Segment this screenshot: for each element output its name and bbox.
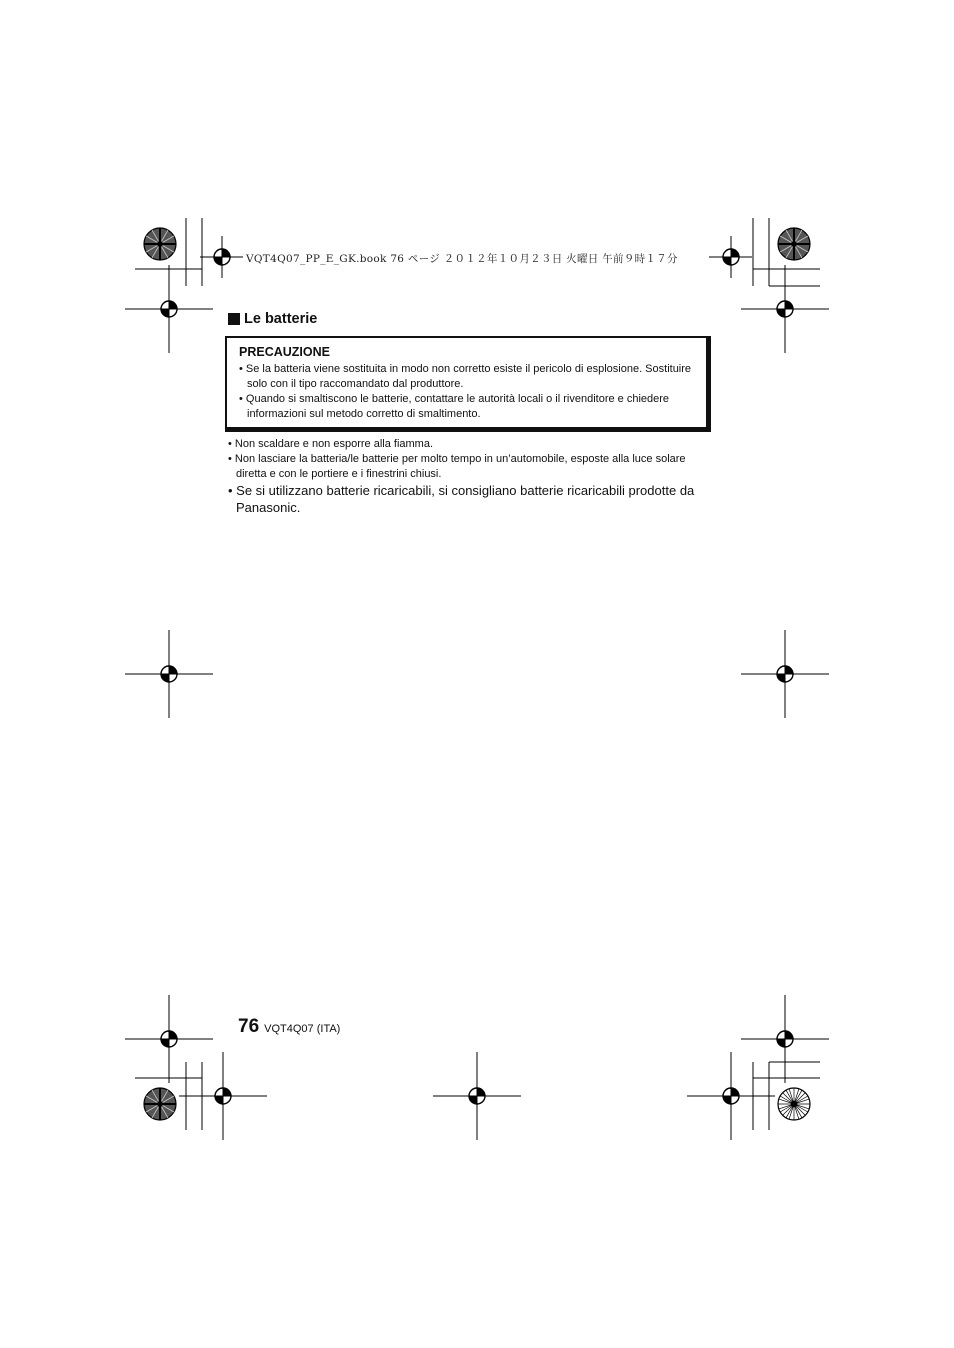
color-bar-star-top-left <box>144 228 176 260</box>
registration-mark <box>125 265 213 353</box>
page-number: 76 <box>238 1016 260 1037</box>
note-item: • Se si utilizzano batterie ricaricabili, si consigliano batterie ricaricabili prodotte da Panasonic. <box>228 483 695 515</box>
caution-box <box>225 336 711 432</box>
registration-mark <box>125 630 213 718</box>
note-item: • Non lasciare la batteria/le batterie per molto tempo in un’automobile, esposte alla luce solare diretta e con le portiere e i finestrini chiusi. <box>228 453 686 480</box>
page-footer <box>238 1016 340 1038</box>
section-heading <box>228 311 317 327</box>
black-square-icon <box>228 313 240 325</box>
registration-mark <box>687 1052 775 1140</box>
color-bar-star-bottom-left <box>144 1088 176 1120</box>
document-code: VQT4Q07 (ITA) <box>264 1023 341 1035</box>
registration-mark <box>125 995 213 1083</box>
caution-item: • Quando si smaltiscono le batterie, contattare le autorità locali o il rivenditore e chiedere informazioni sul metodo corretto di smaltimento. <box>239 393 670 420</box>
caution-item: • Se la batteria viene sostituita in modo non corretto esiste il pericolo di esplosione. Sostituire solo con il tipo raccomandato dal produttore. <box>239 363 692 390</box>
note-item: • Non scaldare e non esporre alla fiamma. <box>228 438 434 450</box>
registration-mark <box>179 1052 267 1140</box>
print-info-header: VQT4Q07_PP_E_GK.book 76 ページ ２０１２年１０月２３日 火曜日 午前９時１７分 <box>246 253 678 265</box>
registration-mark <box>741 265 829 353</box>
section-title: Le batterie <box>244 311 318 327</box>
caution-title: PRECAUZIONE <box>239 345 330 359</box>
registration-mark <box>433 1052 521 1140</box>
color-bar-star-bottom-right <box>778 1088 810 1120</box>
registration-mark <box>741 630 829 718</box>
registration-mark <box>741 995 829 1083</box>
notes-list <box>228 437 708 516</box>
color-bar-star-top-right <box>778 228 810 260</box>
